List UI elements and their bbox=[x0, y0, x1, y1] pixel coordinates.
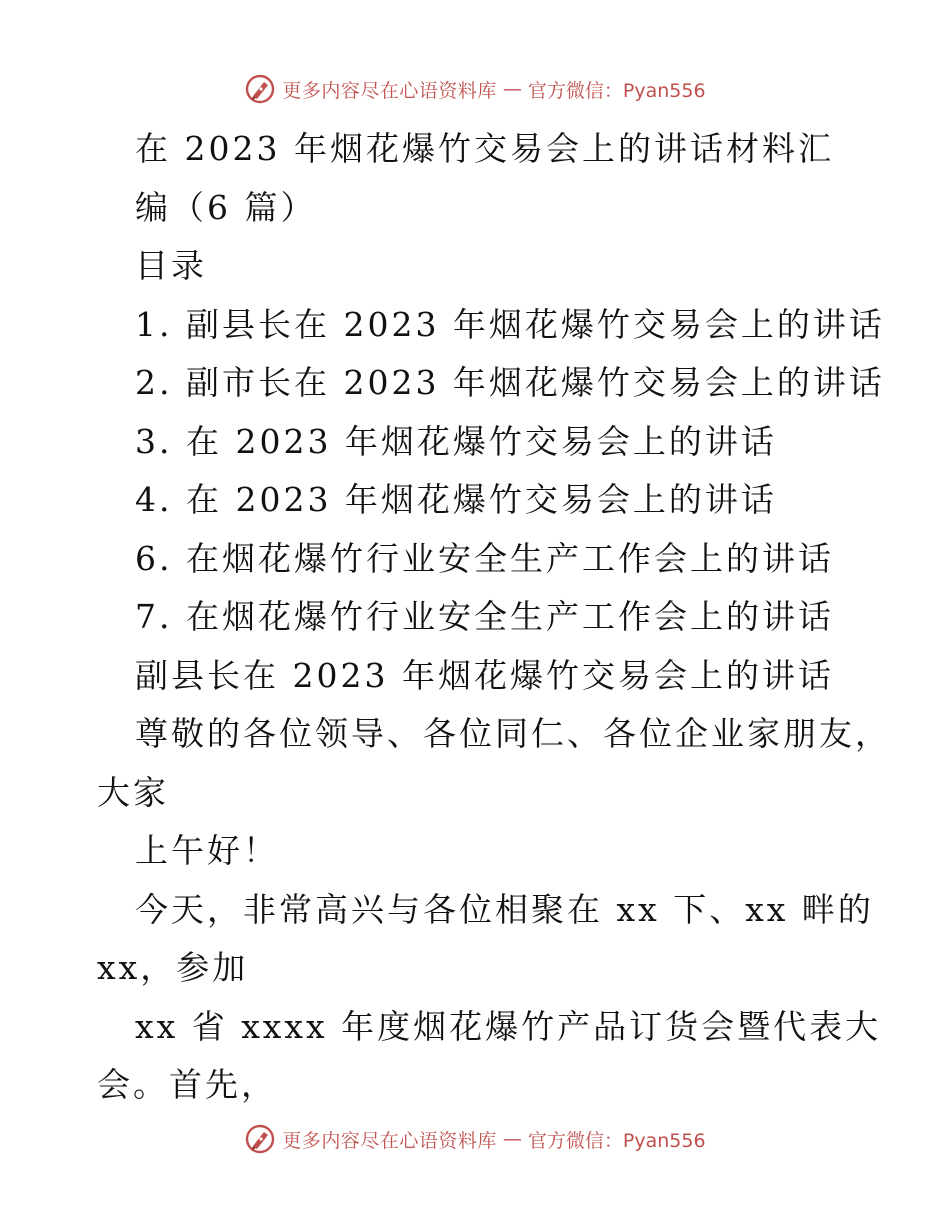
watermark-text: 更多内容尽在心语资料库 bbox=[282, 79, 497, 102]
document-body bbox=[97, 120, 891, 1115]
footer-watermark bbox=[0, 1122, 950, 1156]
text-line: xx 省 xxxx 年度烟花爆竹产品订货会暨代表大 bbox=[135, 1006, 882, 1046]
text-line: 在 2023 年烟花爆竹交易会上的讲话材料汇 bbox=[135, 129, 834, 168]
text-line: 副县长在 2023 年烟花爆竹交易会上的讲话 bbox=[135, 655, 834, 695]
text-line: 1. 副县长在 2023 年烟花爆竹交易会上的讲话 bbox=[135, 304, 885, 344]
text-line: 2. 副市长在 2023 年烟花爆竹交易会上的讲话 bbox=[135, 363, 885, 402]
watermark-separator: — bbox=[502, 78, 522, 100]
pen-circle-logo-icon bbox=[244, 73, 276, 105]
pen-circle-logo-icon bbox=[244, 1123, 276, 1155]
text-line: 尊敬的各位领导、各位同仁、各位企业家朋友， bbox=[135, 714, 891, 753]
text-line: 会。首先， bbox=[97, 1065, 277, 1104]
watermark-account: 官方微信：Pyan556 bbox=[527, 1129, 706, 1152]
text-line: xx，参加 bbox=[97, 948, 249, 987]
watermark-separator: — bbox=[502, 1128, 522, 1150]
text-line: 4. 在 2023 年烟花爆竹交易会上的讲话 bbox=[135, 480, 777, 519]
text-line: 今天，非常高兴与各位相聚在 xx 下、xx 畔的 bbox=[135, 889, 874, 929]
text-line: 7. 在烟花爆竹行业安全生产工作会上的讲话 bbox=[135, 597, 834, 636]
text-line: 大家 bbox=[97, 772, 169, 812]
text-line: 编（6 篇） bbox=[135, 187, 317, 227]
text-line: 6. 在烟花爆竹行业安全生产工作会上的讲话 bbox=[135, 538, 834, 578]
text-line: 目录 bbox=[135, 246, 207, 285]
watermark-text: 更多内容尽在心语资料库 bbox=[282, 1129, 497, 1152]
text-line: 3. 在 2023 年烟花爆竹交易会上的讲话 bbox=[135, 421, 777, 461]
text-line: 上午好！ bbox=[135, 831, 279, 870]
header-watermark bbox=[0, 72, 950, 106]
watermark-account: 官方微信：Pyan556 bbox=[527, 79, 706, 102]
